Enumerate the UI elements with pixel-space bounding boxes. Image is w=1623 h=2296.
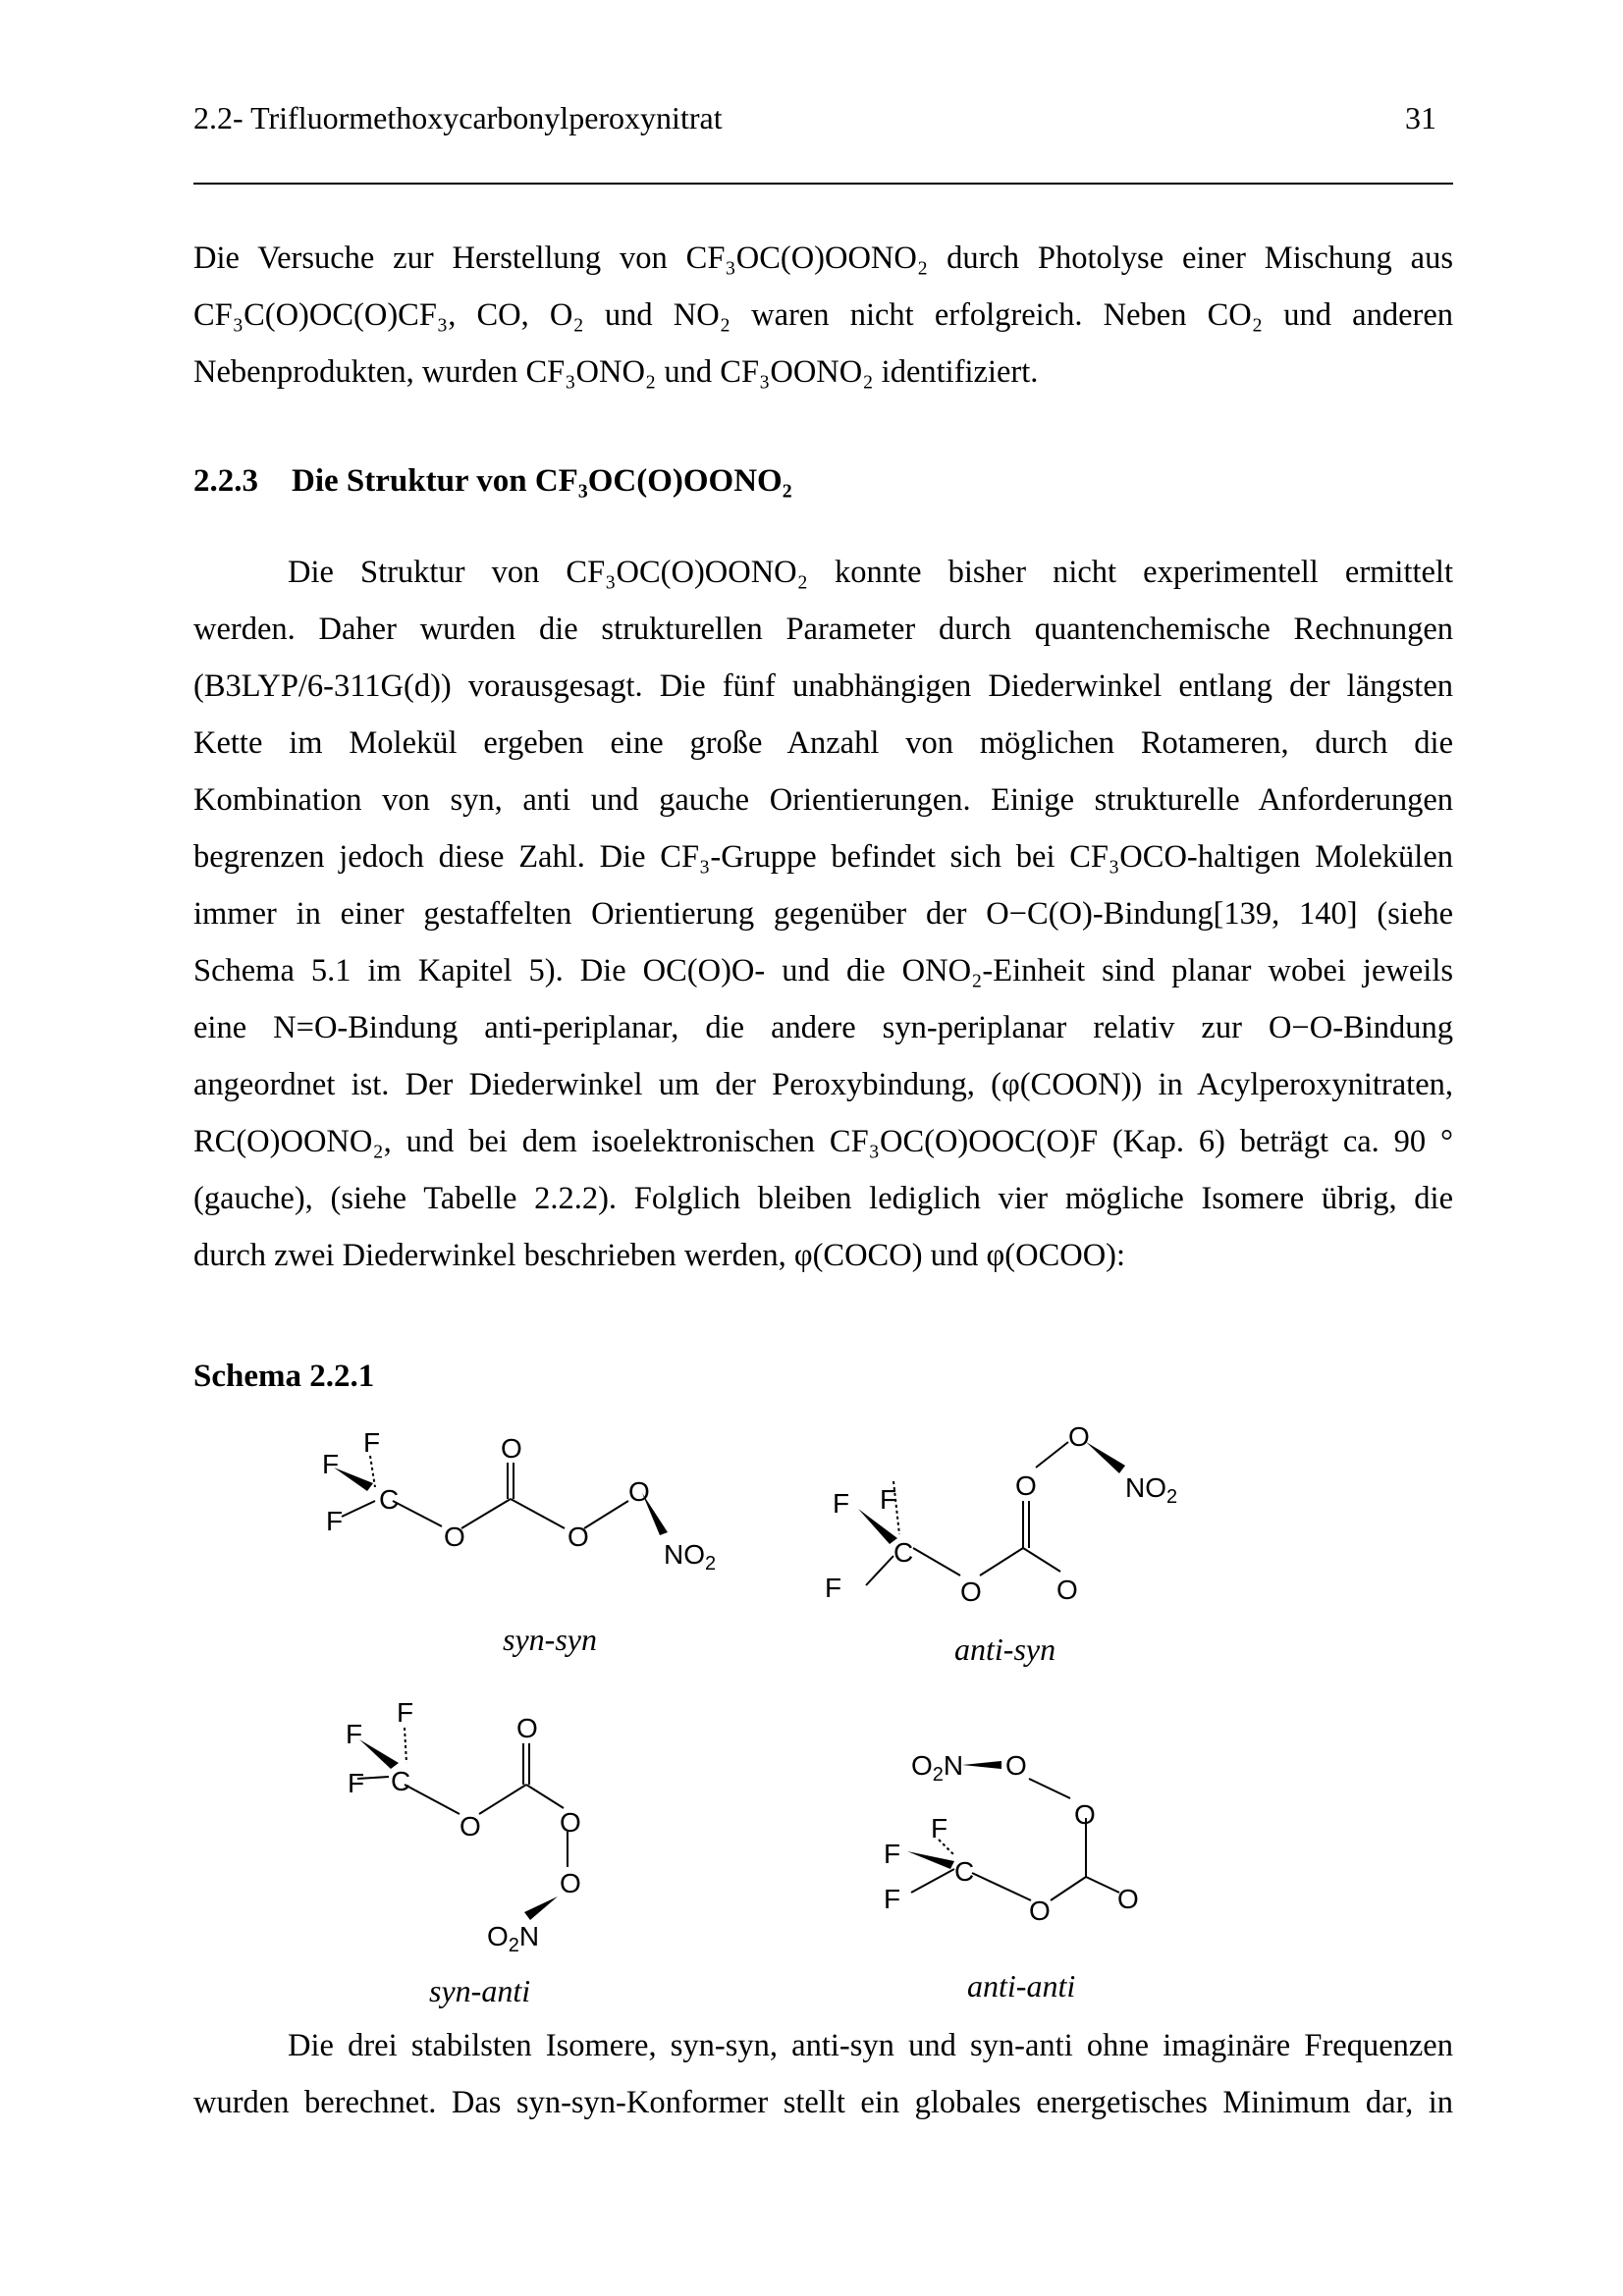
atom-f-top: F <box>880 1484 897 1515</box>
atom-no2: $NO_2$ <box>664 1539 717 1575</box>
header-rule <box>193 183 1453 185</box>
section-number: 2.2.3 <box>193 463 258 499</box>
body-paragraph <box>193 544 1453 1284</box>
atom-o-ester: O <box>1029 1896 1051 1926</box>
body-line-3: (B3LYP/6-311G(d)) vorausgesagt. Die fünf unabhängigen Diederwinkel entlang der längsten <box>193 668 1453 704</box>
running-header-title: 2.2- Trifluormethoxycarbonylperoxynitrat <box>193 100 723 135</box>
wedge-bond-no2 <box>962 1761 1001 1769</box>
atom-c: C <box>893 1537 914 1568</box>
atom-f-left: F <box>322 1449 340 1479</box>
atom-o-carbonyl: O <box>1117 1884 1139 1914</box>
body-line-2: werden. Daher wurden die strukturellen Parameter durch quantenchemische Rechnungen <box>193 612 1453 647</box>
wedge-bond-no2 <box>524 1896 558 1920</box>
body-line-6: begrenzen jedoch diese Zahl. Die CF₃-Gruppe befindet sich bei CF₃OCO-haltigen Molekülen <box>193 839 1453 875</box>
body-line-11: RC(O)OONO₂, und bei dem isoelektronischen CF₃OC(O)OOC(O)F (Kap. 6) beträgt ca. 90 ° <box>193 1124 1453 1159</box>
atom-o-peroxy1: O <box>1015 1470 1037 1501</box>
intro-line-2: CF₃C(O)OC(O)CF₃, CO, O₂ und NO₂ waren nicht erfolgreich. Neben CO₂ und anderen <box>193 297 1453 333</box>
body-line-10: angeordnet ist. Der Diederwinkel um der Peroxybindung, (φ(COON)) in Acylperoxynitraten, <box>193 1067 1453 1102</box>
caption-anti-syn: anti-syn <box>954 1631 1056 1667</box>
wedge-bond <box>334 1468 373 1491</box>
intro-line-1: Die Versuche zur Herstellung von CF₃OC(O)OONO₂ durch Photolyse einer Mischung aus <box>193 240 1453 276</box>
closing-paragraph <box>193 2017 1453 2131</box>
molecule-anti-syn <box>815 1418 1227 1620</box>
caption-anti-anti: anti-anti <box>967 1968 1076 2003</box>
molecule-syn-syn <box>304 1418 756 1610</box>
wedge-bond <box>907 1851 954 1869</box>
atom-o2n: $O_2N$ <box>487 1921 540 1953</box>
atom-f-bottom: F <box>825 1573 842 1603</box>
wedge-bond-no2 <box>1086 1442 1125 1473</box>
section-title: Die Struktur von CF₃OC(O)OONO₂ <box>292 463 792 499</box>
atom-f-top: F <box>931 1813 948 1843</box>
body-line-7: immer in einer gestaffelten Orientierung gegenüber der O−C(O)-Bindung[139, 140] (siehe <box>193 896 1453 932</box>
caption-syn-syn: syn-syn <box>503 1622 597 1657</box>
atom-f-left: F <box>346 1719 363 1749</box>
anti-anti-structure <box>864 1728 1178 1963</box>
atom-o-ester: O <box>460 1811 481 1842</box>
closing-line-1: Die drei stabilsten Isomere, syn-syn, anti-syn und syn-anti ohne imaginäre Frequenzen <box>288 2028 1453 2063</box>
atom-f-bottom: F <box>348 1768 365 1798</box>
atom-f-top: F <box>363 1427 381 1458</box>
atom-c: C <box>391 1766 411 1796</box>
atom-c: C <box>954 1856 975 1887</box>
molecule-anti-anti <box>864 1728 1178 1968</box>
body-line-9: eine N=O-Bindung anti-periplanar, die andere syn-periplanar relativ zur O−O-Bindung <box>193 1010 1453 1045</box>
page-number: 31 <box>1405 100 1436 135</box>
atom-o-carbonyl: O <box>516 1713 538 1743</box>
body-line-8: Schema 5.1 im Kapitel 5). Die OC(O)O- und die ONO₂-Einheit sind planar wobei jeweils <box>193 953 1453 988</box>
atom-o-ester: O <box>960 1576 982 1607</box>
atom-o-carbonyl: O <box>501 1433 522 1464</box>
atom-o-peroxy2: O <box>628 1476 650 1507</box>
wedge-bond <box>359 1739 399 1769</box>
intro-paragraph <box>193 230 1453 400</box>
atom-o-peroxy2: O <box>560 1868 581 1898</box>
atom-f-bottom: F <box>326 1506 344 1536</box>
syn-anti-structure <box>334 1679 628 1953</box>
section-heading <box>193 461 792 501</box>
atom-o-peroxy2: O <box>1068 1421 1090 1452</box>
closing-line-2: wurden berechnet. Das syn-syn-Konformer stellt ein globales energetisches Minimum dar, in <box>193 2085 1453 2120</box>
body-line-1: Die Struktur von CF₃OC(O)OONO₂ konnte bisher nicht experimentell ermittelt <box>288 555 1453 590</box>
atom-o2n: $O_2N$ <box>911 1750 964 1786</box>
atom-o-peroxy1: O <box>1074 1799 1096 1830</box>
atom-o-peroxy2: O <box>1005 1750 1027 1781</box>
body-line-12: (gauche), (siehe Tabelle 2.2.2). Folglich bleiben lediglich vier mögliche Isomere übrig, die <box>193 1181 1453 1216</box>
intro-line-3: Nebenprodukten, wurden CF₃ONO₂ und CF₃OONO₂ identifiziert. <box>193 354 1039 390</box>
body-line-4: Kette im Molekül ergeben eine große Anzahl von möglichen Rotameren, durch die <box>193 725 1453 761</box>
body-line-13: durch zwei Diederwinkel beschrieben werden, φ(COCO) und φ(OCOO): <box>193 1238 1126 1273</box>
molecule-syn-anti <box>334 1679 628 1958</box>
caption-syn-anti: syn-anti <box>429 1973 531 2008</box>
anti-syn-structure <box>815 1418 1227 1615</box>
atom-f-left: F <box>833 1488 850 1519</box>
atom-f-top: F <box>397 1697 414 1728</box>
atom-c: C <box>379 1484 400 1515</box>
atom-f-left: F <box>884 1839 901 1869</box>
schema-title: Schema 2.2.1 <box>193 1359 375 1394</box>
syn-syn-structure <box>304 1418 756 1605</box>
atom-no2: $NO_2$ <box>1125 1472 1178 1508</box>
body-line-5: Kombination von syn, anti und gauche Orientierungen. Einige strukturelle Anforderungen <box>193 782 1453 818</box>
atom-o-carbonyl: O <box>1056 1575 1078 1605</box>
atom-o-peroxy1: O <box>568 1522 589 1552</box>
atom-o-ester: O <box>444 1522 465 1552</box>
atom-f-bottom: F <box>884 1884 901 1914</box>
atom-o-peroxy1: O <box>560 1807 581 1838</box>
